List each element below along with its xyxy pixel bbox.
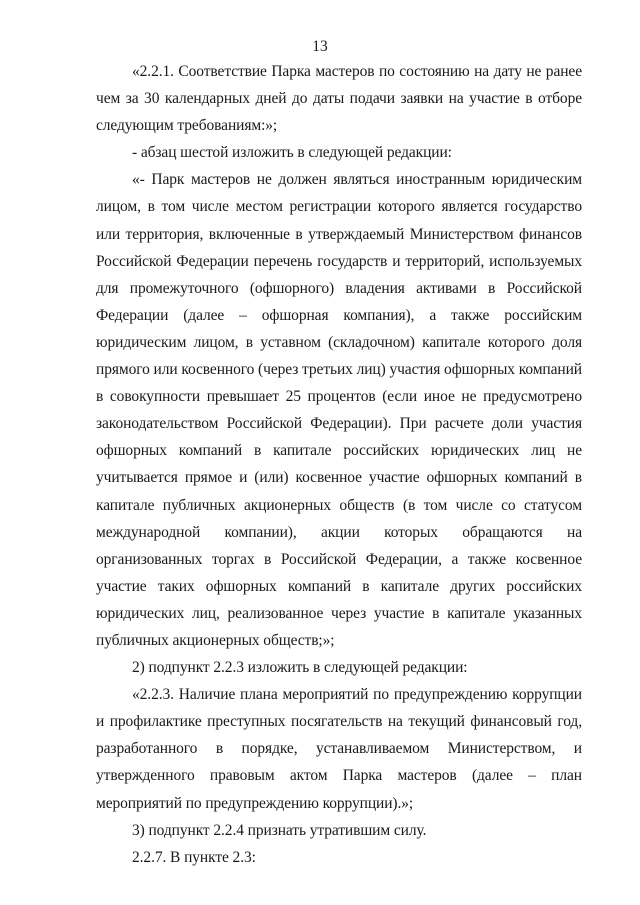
page-number: 13 — [312, 38, 328, 55]
paragraph-2-2-3-anticorruption-plan: «2.2.3. Наличие плана мероприятий по предупреждению коррупции и профилактике преступных посягательств на текущий финансовый год, разработанного в порядке, устанавливаемом Министерством, и утвержденного правовым актом Парка мастеров (далее – план мероприятий по предупреждению коррупции).»; — [96, 686, 582, 812]
paragraph-offshore-requirement: «- Парк мастеров не должен являться иностранным юридическим лицом, в том числе местом регистрации которого является государство или территория, включенные в утверждаемый Министерством финансов Российской Федерации перечень государств и территорий, используемых для промежуточного (офшорного) владения активами в Российской Федерации (далее – офшорная компания), а также российским юридическим лицом, в уставном (складочном) капитале которого доля прямого или косвенного (через третьих лиц) участия офшорных компаний в совокупности превышает 25 процентов (если иное не предусмотрено законодательством Российской Федерации). При расчете доли участия офшорных компаний в капитале российских юридических лиц не учитывается прямое и (или) косвенное участие офшорных компаний в капитале публичных акционерных обществ (в том числе со статусом международной компании), акции которых обращаются на организованных торгах в Российской Федерации, а также косвенное участие таких офшорных компаний в капитале других российских юридических лиц, реализованное через участие в капитале указанных публичных акционерных обществ;»; — [96, 171, 582, 649]
paragraph-podpunkt-2-2-4: 3) подпункт 2.2.4 признать утратившим силу. — [132, 821, 427, 839]
paragraph-abzac-shestoy: - абзац шестой изложить в следующей редакции: — [132, 144, 452, 162]
paragraph-podpunkt-2-2-3: 2) подпункт 2.2.3 изложить в следующей редакции: — [132, 659, 468, 677]
paragraph-2-2-7: 2.2.7. В пункте 2.3: — [132, 848, 256, 866]
document-body — [96, 58, 582, 871]
paragraph-2-2-1: «2.2.1. Соответствие Парка мастеров по состоянию на дату не ранее чем за 30 календарных дней до даты подачи заявки на участие в отборе следующим требованиям:»; — [96, 63, 582, 135]
